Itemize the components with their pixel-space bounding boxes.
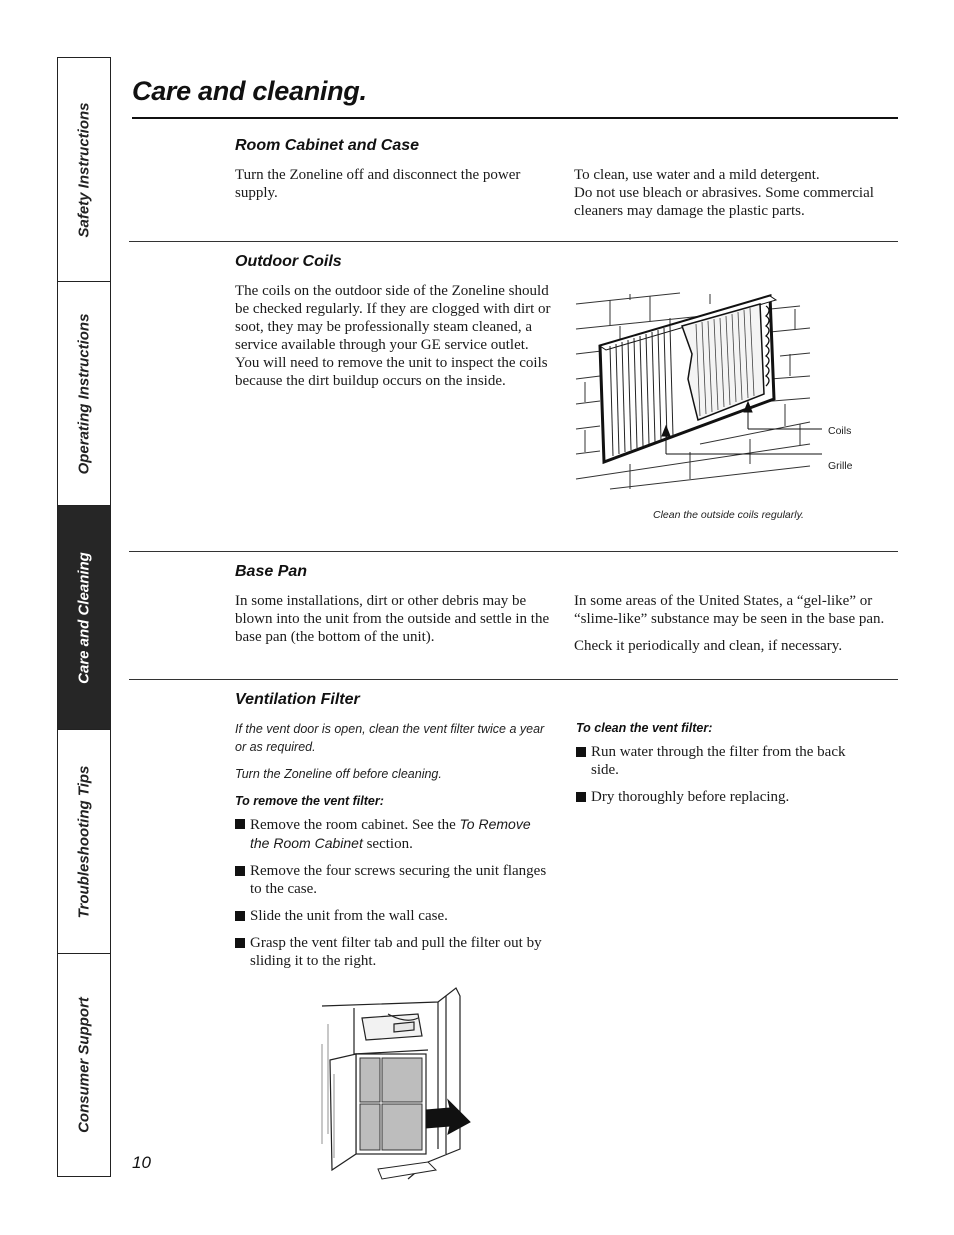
list-item: Run water through the filter from the back side. [576,743,866,779]
list-item: Grasp the vent filter tab and pull the filter out by sliding it to the right. [235,934,553,970]
ventilation-filter-heading: Ventilation Filter [235,691,360,708]
clean-filter-heading: To clean the vent filter: [576,721,713,735]
coils-caption: Clean the outside coils regularly. [653,509,804,521]
vent-filter-illustration [318,984,478,1182]
page-number: 10 [132,1153,151,1172]
outdoor-coils-heading: Outdoor Coils [235,253,342,270]
tab-care-and-cleaning[interactable] [58,506,110,730]
room-cabinet-right-line1: To clean, use water and a mild detergent. [574,167,820,183]
grille-label: Grille [828,460,853,472]
base-pan-right-text-1: In some areas of the United States, a “gel-like” or “slime-like” substance may be seen in the base pan. [574,593,885,627]
room-cabinet-left-text: Turn the Zoneline off and disconnect the power supply. [235,167,521,201]
outdoor-coils-illustration [570,284,830,499]
tab-label: Care and Cleaning [75,551,93,684]
tab-operating-instructions[interactable] [58,282,110,506]
remove-filter-heading: To remove the vent filter: [235,794,384,808]
vent-note-2: Turn the Zoneline off before cleaning. [235,767,442,781]
room-cabinet-heading: Room Cabinet and Case [235,137,420,154]
title-rule [132,117,898,119]
section-tabs [57,57,111,1177]
tab-label: Operating Instructions [75,313,93,474]
list-item: Remove the four screws securing the unit flanges to the case. [235,862,553,898]
list-item: Slide the unit from the wall case. [235,907,553,925]
tab-consumer-support[interactable] [58,954,110,1176]
tab-label: Consumer Support [75,997,93,1133]
outdoor-coils-text: The coils on the outdoor side of the Zoneline should be checked regularly. If they are clogged with dirt or soot, they may be professionally steam cleaned, a service available through your GE service outlet. You will need to remove the unit to inspect the coils because the dirt buildup occurs on the inside. [235,283,551,389]
remove-filter-steps [235,815,553,979]
tab-label: Troubleshooting Tips [75,765,93,918]
base-pan-left-text: In some installations, dirt or other debris may be blown into the unit from the outside and settle in the base pan (the bottom of the unit). [235,593,550,645]
vent-note-1: If the vent door is open, clean the vent filter twice a year or as required. [235,722,545,754]
coils-label: Coils [828,425,852,437]
section-divider [129,551,898,552]
base-pan-heading: Base Pan [235,563,308,580]
page-title: Care and cleaning. [132,76,367,106]
room-cabinet-right-line2: Do not use bleach or abrasives. Some commercial cleaners may damage the plastic parts. [574,185,874,219]
section-divider [129,679,898,680]
list-item: Remove the room cabinet. See the To Remove the Room Cabinet section. [235,815,553,853]
cross-reference: To Remove the Room Cabinet [250,816,531,851]
section-divider [129,241,898,242]
base-pan-right-text-2: Check it periodically and clean, if necessary. [574,638,843,654]
tab-label: Safety Instructions [75,101,93,238]
list-item: Dry thoroughly before replacing. [576,788,866,806]
tab-safety-instructions[interactable] [58,58,110,282]
tab-troubleshooting-tips[interactable] [58,730,110,954]
clean-filter-steps [576,743,866,815]
